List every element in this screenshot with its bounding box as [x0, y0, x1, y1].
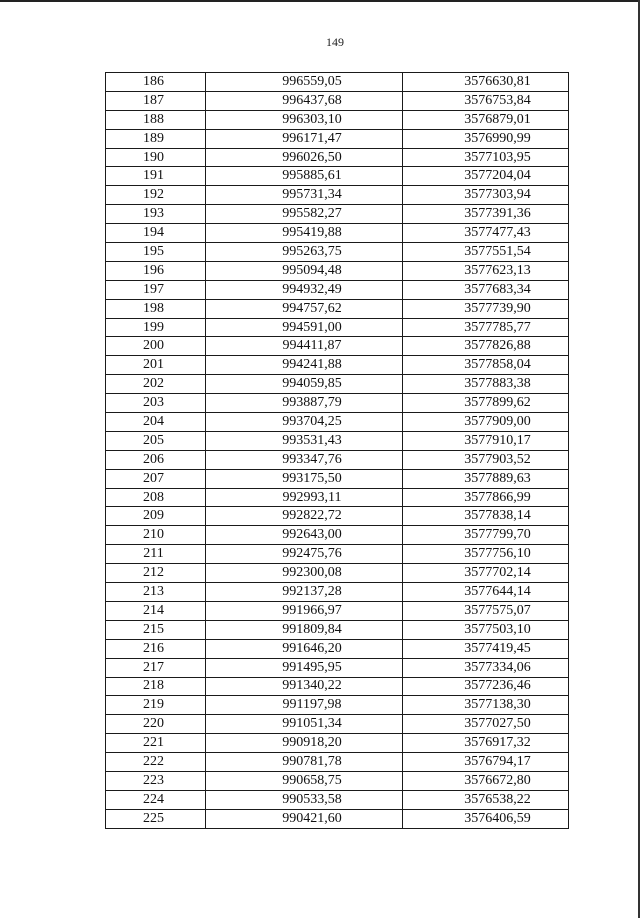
y-coordinate-cell: 3577477,43 — [403, 224, 569, 243]
point-number-cell: 198 — [106, 299, 206, 318]
x-coordinate-cell: 991966,97 — [206, 601, 403, 620]
y-coordinate-cell: 3577785,77 — [403, 318, 569, 337]
y-coordinate-cell: 3577623,13 — [403, 261, 569, 280]
point-number-cell: 205 — [106, 431, 206, 450]
table-row — [106, 73, 569, 92]
x-coordinate-cell: 995419,88 — [206, 224, 403, 243]
table-row — [106, 394, 569, 413]
point-number-cell: 221 — [106, 734, 206, 753]
table-row — [106, 431, 569, 450]
y-coordinate-cell: 3577903,52 — [403, 450, 569, 469]
point-number-cell: 219 — [106, 696, 206, 715]
y-coordinate-cell: 3577103,95 — [403, 148, 569, 167]
y-coordinate-cell: 3577799,70 — [403, 526, 569, 545]
coordinates-table — [105, 72, 569, 829]
table-row — [106, 753, 569, 772]
y-coordinate-cell: 3577838,14 — [403, 507, 569, 526]
x-coordinate-cell: 991495,95 — [206, 658, 403, 677]
table-row — [106, 715, 569, 734]
y-coordinate-cell: 3576879,01 — [403, 110, 569, 129]
table-row — [106, 375, 569, 394]
point-number-cell: 190 — [106, 148, 206, 167]
table-row — [106, 243, 569, 262]
table-row — [106, 469, 569, 488]
x-coordinate-cell: 996026,50 — [206, 148, 403, 167]
table-row — [106, 583, 569, 602]
y-coordinate-cell: 3576753,84 — [403, 91, 569, 110]
x-coordinate-cell: 994591,00 — [206, 318, 403, 337]
x-coordinate-cell: 992643,00 — [206, 526, 403, 545]
y-coordinate-cell: 3577138,30 — [403, 696, 569, 715]
point-number-cell: 218 — [106, 677, 206, 696]
x-coordinate-cell: 990658,75 — [206, 771, 403, 790]
page-top-edge — [0, 0, 640, 2]
x-coordinate-cell: 995094,48 — [206, 261, 403, 280]
table-row — [106, 771, 569, 790]
x-coordinate-cell: 996437,68 — [206, 91, 403, 110]
y-coordinate-cell: 3576917,32 — [403, 734, 569, 753]
y-coordinate-cell: 3577702,14 — [403, 564, 569, 583]
table-row — [106, 564, 569, 583]
point-number-cell: 212 — [106, 564, 206, 583]
point-number-cell: 189 — [106, 129, 206, 148]
point-number-cell: 200 — [106, 337, 206, 356]
point-number-cell: 194 — [106, 224, 206, 243]
y-coordinate-cell: 3577503,10 — [403, 620, 569, 639]
point-number-cell: 191 — [106, 167, 206, 186]
point-number-cell: 204 — [106, 413, 206, 432]
y-coordinate-cell: 3577236,46 — [403, 677, 569, 696]
y-coordinate-cell: 3577909,00 — [403, 413, 569, 432]
x-coordinate-cell: 991197,98 — [206, 696, 403, 715]
x-coordinate-cell: 990533,58 — [206, 790, 403, 809]
y-coordinate-cell: 3577866,99 — [403, 488, 569, 507]
point-number-cell: 211 — [106, 545, 206, 564]
x-coordinate-cell: 996171,47 — [206, 129, 403, 148]
y-coordinate-cell: 3577683,34 — [403, 280, 569, 299]
point-number-cell: 186 — [106, 73, 206, 92]
table-row — [106, 299, 569, 318]
table-row — [106, 167, 569, 186]
y-coordinate-cell: 3576538,22 — [403, 790, 569, 809]
y-coordinate-cell: 3577575,07 — [403, 601, 569, 620]
x-coordinate-cell: 992475,76 — [206, 545, 403, 564]
point-number-cell: 193 — [106, 205, 206, 224]
point-number-cell: 216 — [106, 639, 206, 658]
y-coordinate-cell: 3576406,59 — [403, 809, 569, 828]
x-coordinate-cell: 995731,34 — [206, 186, 403, 205]
x-coordinate-cell: 994411,87 — [206, 337, 403, 356]
point-number-cell: 222 — [106, 753, 206, 772]
point-number-cell: 225 — [106, 809, 206, 828]
table-row — [106, 337, 569, 356]
point-number-cell: 188 — [106, 110, 206, 129]
point-number-cell: 207 — [106, 469, 206, 488]
table-row — [106, 356, 569, 375]
y-coordinate-cell: 3577739,90 — [403, 299, 569, 318]
point-number-cell: 213 — [106, 583, 206, 602]
coordinates-table-body — [106, 73, 569, 829]
point-number-cell: 220 — [106, 715, 206, 734]
table-row — [106, 186, 569, 205]
table-row — [106, 110, 569, 129]
table-row — [106, 658, 569, 677]
y-coordinate-cell: 3577883,38 — [403, 375, 569, 394]
y-coordinate-cell: 3577858,04 — [403, 356, 569, 375]
table-row — [106, 280, 569, 299]
table-row — [106, 507, 569, 526]
y-coordinate-cell: 3577334,06 — [403, 658, 569, 677]
y-coordinate-cell: 3577889,63 — [403, 469, 569, 488]
x-coordinate-cell: 993704,25 — [206, 413, 403, 432]
table-row — [106, 488, 569, 507]
y-coordinate-cell: 3577644,14 — [403, 583, 569, 602]
x-coordinate-cell: 993887,79 — [206, 394, 403, 413]
point-number-cell: 223 — [106, 771, 206, 790]
x-coordinate-cell: 994241,88 — [206, 356, 403, 375]
point-number-cell: 202 — [106, 375, 206, 394]
y-coordinate-cell: 3577027,50 — [403, 715, 569, 734]
point-number-cell: 195 — [106, 243, 206, 262]
point-number-cell: 201 — [106, 356, 206, 375]
x-coordinate-cell: 990781,78 — [206, 753, 403, 772]
table-row — [106, 261, 569, 280]
y-coordinate-cell: 3577910,17 — [403, 431, 569, 450]
page-number: 149 — [326, 35, 344, 49]
point-number-cell: 203 — [106, 394, 206, 413]
y-coordinate-cell: 3577551,54 — [403, 243, 569, 262]
table-row — [106, 545, 569, 564]
x-coordinate-cell: 991646,20 — [206, 639, 403, 658]
x-coordinate-cell: 993175,50 — [206, 469, 403, 488]
table-row — [106, 677, 569, 696]
point-number-cell: 214 — [106, 601, 206, 620]
point-number-cell: 192 — [106, 186, 206, 205]
point-number-cell: 199 — [106, 318, 206, 337]
table-row — [106, 790, 569, 809]
y-coordinate-cell: 3577899,62 — [403, 394, 569, 413]
x-coordinate-cell: 992822,72 — [206, 507, 403, 526]
point-number-cell: 196 — [106, 261, 206, 280]
y-coordinate-cell: 3577303,94 — [403, 186, 569, 205]
table-row — [106, 91, 569, 110]
table-row — [106, 413, 569, 432]
table-row — [106, 696, 569, 715]
y-coordinate-cell: 3577391,36 — [403, 205, 569, 224]
table-row — [106, 809, 569, 828]
y-coordinate-cell: 3576630,81 — [403, 73, 569, 92]
point-number-cell: 208 — [106, 488, 206, 507]
table-row — [106, 526, 569, 545]
table-row — [106, 639, 569, 658]
y-coordinate-cell: 3576672,80 — [403, 771, 569, 790]
y-coordinate-cell: 3577756,10 — [403, 545, 569, 564]
x-coordinate-cell: 990421,60 — [206, 809, 403, 828]
x-coordinate-cell: 991809,84 — [206, 620, 403, 639]
x-coordinate-cell: 994932,49 — [206, 280, 403, 299]
point-number-cell: 224 — [106, 790, 206, 809]
table-row — [106, 148, 569, 167]
y-coordinate-cell: 3576794,17 — [403, 753, 569, 772]
table-row — [106, 224, 569, 243]
x-coordinate-cell: 990918,20 — [206, 734, 403, 753]
y-coordinate-cell: 3577204,04 — [403, 167, 569, 186]
x-coordinate-cell: 994059,85 — [206, 375, 403, 394]
table-row — [106, 205, 569, 224]
x-coordinate-cell: 995885,61 — [206, 167, 403, 186]
x-coordinate-cell: 995582,27 — [206, 205, 403, 224]
y-coordinate-cell: 3577419,45 — [403, 639, 569, 658]
table-row — [106, 450, 569, 469]
x-coordinate-cell: 992993,11 — [206, 488, 403, 507]
table-row — [106, 601, 569, 620]
table-row — [106, 129, 569, 148]
x-coordinate-cell: 996559,05 — [206, 73, 403, 92]
x-coordinate-cell: 994757,62 — [206, 299, 403, 318]
point-number-cell: 187 — [106, 91, 206, 110]
x-coordinate-cell: 992137,28 — [206, 583, 403, 602]
table-row — [106, 318, 569, 337]
x-coordinate-cell: 993347,76 — [206, 450, 403, 469]
y-coordinate-cell: 3576990,99 — [403, 129, 569, 148]
point-number-cell: 217 — [106, 658, 206, 677]
y-coordinate-cell: 3577826,88 — [403, 337, 569, 356]
x-coordinate-cell: 991340,22 — [206, 677, 403, 696]
x-coordinate-cell: 993531,43 — [206, 431, 403, 450]
point-number-cell: 209 — [106, 507, 206, 526]
point-number-cell: 215 — [106, 620, 206, 639]
x-coordinate-cell: 992300,08 — [206, 564, 403, 583]
table-row — [106, 620, 569, 639]
point-number-cell: 197 — [106, 280, 206, 299]
point-number-cell: 210 — [106, 526, 206, 545]
point-number-cell: 206 — [106, 450, 206, 469]
x-coordinate-cell: 991051,34 — [206, 715, 403, 734]
table-row — [106, 734, 569, 753]
x-coordinate-cell: 996303,10 — [206, 110, 403, 129]
x-coordinate-cell: 995263,75 — [206, 243, 403, 262]
